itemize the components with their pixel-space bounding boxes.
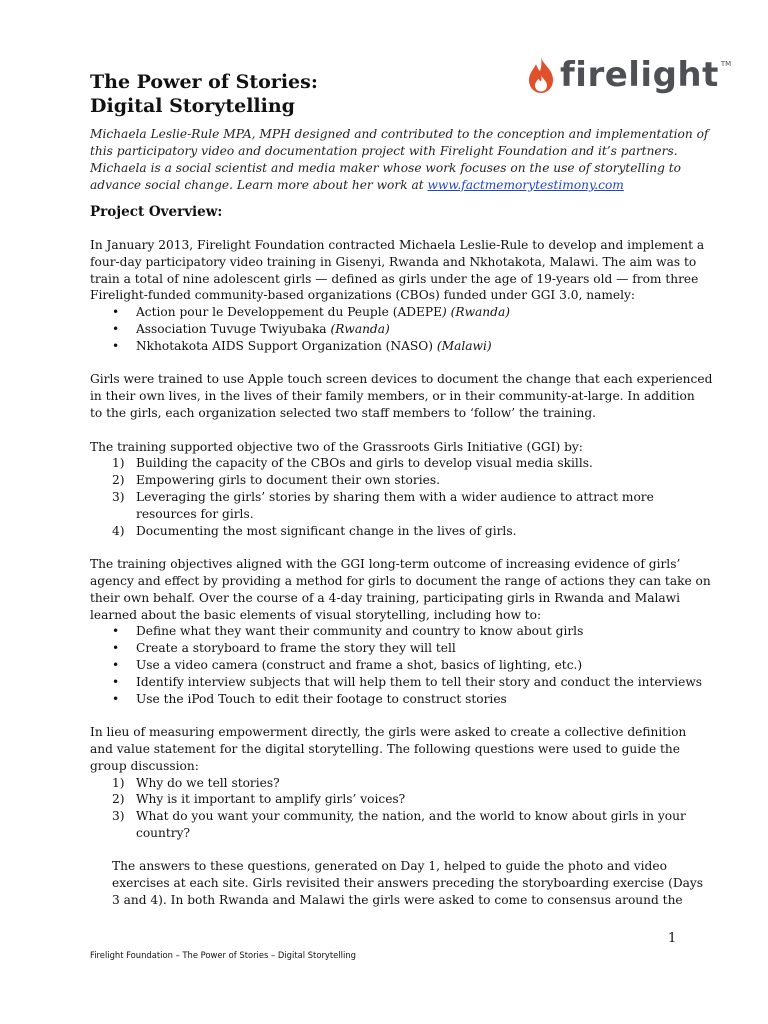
org-name: Association Tuvuge Twiyubaka bbox=[136, 321, 331, 336]
organization-list bbox=[90, 304, 690, 354]
intro-line: Michaela is a social scientist and media maker whose work focuses on the use of storytelling to bbox=[90, 161, 681, 175]
text-line: Girls were trained to use Apple touch screen devices to document the change that each experienced bbox=[90, 372, 713, 387]
item-text: Why do we tell stories? bbox=[136, 775, 280, 790]
logo-wordmark: firelight bbox=[560, 55, 719, 95]
text-line: 3 and 4). In both Rwanda and Malawi the girls were asked to come to consensus around the bbox=[112, 893, 683, 908]
text-line: The training objectives aligned with the GGI long-term outcome of increasing evidence of girls’ bbox=[90, 557, 681, 572]
text-line: train a total of nine adolescent girls — defined as girls under the age of 19-years old — from three bbox=[90, 271, 699, 286]
firelight-logo bbox=[528, 50, 731, 100]
org-name: Action pour le Developpement du Peuple (ADEPE bbox=[136, 305, 443, 320]
list-number: 4) bbox=[112, 523, 125, 538]
list-number: 1) bbox=[112, 775, 125, 790]
paragraph bbox=[90, 371, 713, 421]
flame-icon bbox=[528, 57, 554, 93]
list-item bbox=[90, 321, 690, 338]
intro-text: advance social change. Learn more about her work at bbox=[90, 178, 428, 192]
questions-list bbox=[90, 775, 690, 842]
list-item bbox=[90, 338, 690, 355]
intro-line: Michaela Leslie-Rule MPA, MPH designed and contributed to the conception and implementation of bbox=[90, 127, 709, 141]
text-line: learned about the basic elements of visual storytelling, including how to: bbox=[90, 607, 542, 622]
paragraph: The training supported objective two of the Grassroots Girls Initiative (GGI) by: bbox=[90, 439, 583, 454]
bullet: • bbox=[112, 674, 120, 689]
org-location: (Malawi) bbox=[436, 338, 492, 353]
item-text: Use a video camera (construct and frame a shot, basics of lighting, etc.) bbox=[136, 657, 583, 672]
org-name: Nkhotakota AIDS Support Organization (NASO) bbox=[136, 338, 437, 353]
item-text: Use the iPod Touch to edit their footage to construct stories bbox=[136, 691, 507, 706]
title-line: The Power of Stories: bbox=[90, 71, 318, 93]
document-body bbox=[90, 237, 713, 909]
list-number: 3) bbox=[112, 489, 125, 504]
list-item bbox=[90, 304, 690, 321]
document-title bbox=[90, 70, 510, 118]
text-line: their own behalf. Over the course of a 4-day training, participating girls in Rwanda and Malawi bbox=[90, 590, 680, 605]
text-line: to the girls, each organization selected two staff members to ‘follow’ the training. bbox=[90, 405, 597, 420]
list-item bbox=[90, 623, 690, 640]
item-text: Building the capacity of the CBOs and girls to develop visual media skills. bbox=[136, 456, 593, 471]
list-number: 3) bbox=[112, 809, 125, 824]
text-line: In lieu of measuring empowerment directly, the girls were asked to create a collective definition bbox=[90, 725, 687, 740]
list-item bbox=[90, 472, 690, 489]
item-text: What do you want your community, the nation, and the world to know about girls in your bbox=[136, 809, 686, 824]
item-text: Identify interview subjects that will help them to tell their story and conduct the interviews bbox=[136, 674, 703, 689]
text-line: group discussion: bbox=[90, 758, 199, 773]
skills-list bbox=[90, 623, 703, 707]
list-item bbox=[90, 640, 690, 657]
list-number: 2) bbox=[112, 473, 125, 488]
bullet: • bbox=[112, 321, 120, 336]
text-line: and value statement for the digital storytelling. The following questions were used to guide the bbox=[90, 741, 680, 756]
item-text: Define what they want their community and country to know about girls bbox=[136, 624, 584, 639]
list-item bbox=[90, 523, 690, 540]
bullet: • bbox=[112, 691, 120, 706]
list-item bbox=[90, 808, 690, 842]
text-line: In January 2013, Firelight Foundation contracted Michaela Leslie-Rule to develop and implement a bbox=[90, 238, 705, 252]
text-line: agency and effect by providing a method for girls to document the range of actions they can take on bbox=[90, 573, 711, 588]
text-line: The answers to these questions, generated on Day 1, helped to guide the photo and video bbox=[112, 859, 667, 874]
bullet: • bbox=[112, 305, 120, 320]
list-item bbox=[90, 674, 703, 691]
objectives-list bbox=[90, 455, 690, 539]
list-item bbox=[90, 691, 690, 708]
list-item bbox=[90, 455, 690, 472]
trademark-symbol: TM bbox=[720, 60, 732, 68]
paragraph bbox=[90, 556, 711, 623]
author-website-link[interactable]: www.factmemorytestimony.com bbox=[427, 178, 624, 192]
text-line: four-day participatory video training in Gisenyi, Rwanda and Nkhotakota, Malawi. The aim was to bbox=[90, 254, 697, 269]
list-number: 2) bbox=[112, 792, 125, 807]
title-line: Digital Storytelling bbox=[90, 95, 295, 117]
intro-line bbox=[90, 177, 690, 194]
item-text: Why is it important to amplify girls’ voices? bbox=[136, 792, 406, 807]
author-intro bbox=[90, 126, 709, 194]
bullet: • bbox=[112, 641, 120, 656]
org-location: (Rwanda) bbox=[330, 321, 390, 336]
page-number: 1 bbox=[668, 931, 677, 946]
text-line: Firelight-funded community-based organizations (CBOs) funded under GGI 3.0, namely: bbox=[90, 288, 636, 303]
paragraph bbox=[90, 858, 704, 908]
text-line: in their own lives, in the lives of their family members, or in their community-at-large. In addition bbox=[90, 389, 695, 404]
list-item bbox=[90, 657, 690, 674]
paragraph bbox=[90, 237, 705, 304]
text-line: exercises at each site. Girls revisited their answers preceding the storyboarding exercise (Days bbox=[112, 876, 704, 891]
list-number: 1) bbox=[112, 456, 125, 471]
list-item bbox=[90, 775, 690, 792]
item-text: Empowering girls to document their own stories. bbox=[136, 473, 440, 488]
item-text: Documenting the most significant change in the lives of girls. bbox=[136, 523, 517, 538]
list-item bbox=[90, 489, 690, 523]
item-text: country? bbox=[136, 825, 191, 840]
list-item bbox=[90, 791, 690, 808]
item-text: Leveraging the girls’ stories by sharing them with a wider audience to attract more bbox=[136, 489, 654, 504]
page-footer: Firelight Foundation – The Power of Stories – Digital Storytelling bbox=[90, 950, 356, 960]
bullet: • bbox=[112, 338, 120, 353]
org-location: ) (Rwanda) bbox=[442, 305, 510, 320]
paragraph bbox=[90, 724, 690, 774]
bullet: • bbox=[112, 657, 120, 672]
intro-line: this participatory video and documentation project with Firelight Foundation and it’s partners. bbox=[90, 144, 678, 158]
section-heading: Project Overview: bbox=[90, 204, 223, 220]
bullet: • bbox=[112, 624, 120, 639]
item-text: Create a storyboard to frame the story they will tell bbox=[136, 641, 456, 656]
item-text: resources for girls. bbox=[136, 506, 254, 521]
